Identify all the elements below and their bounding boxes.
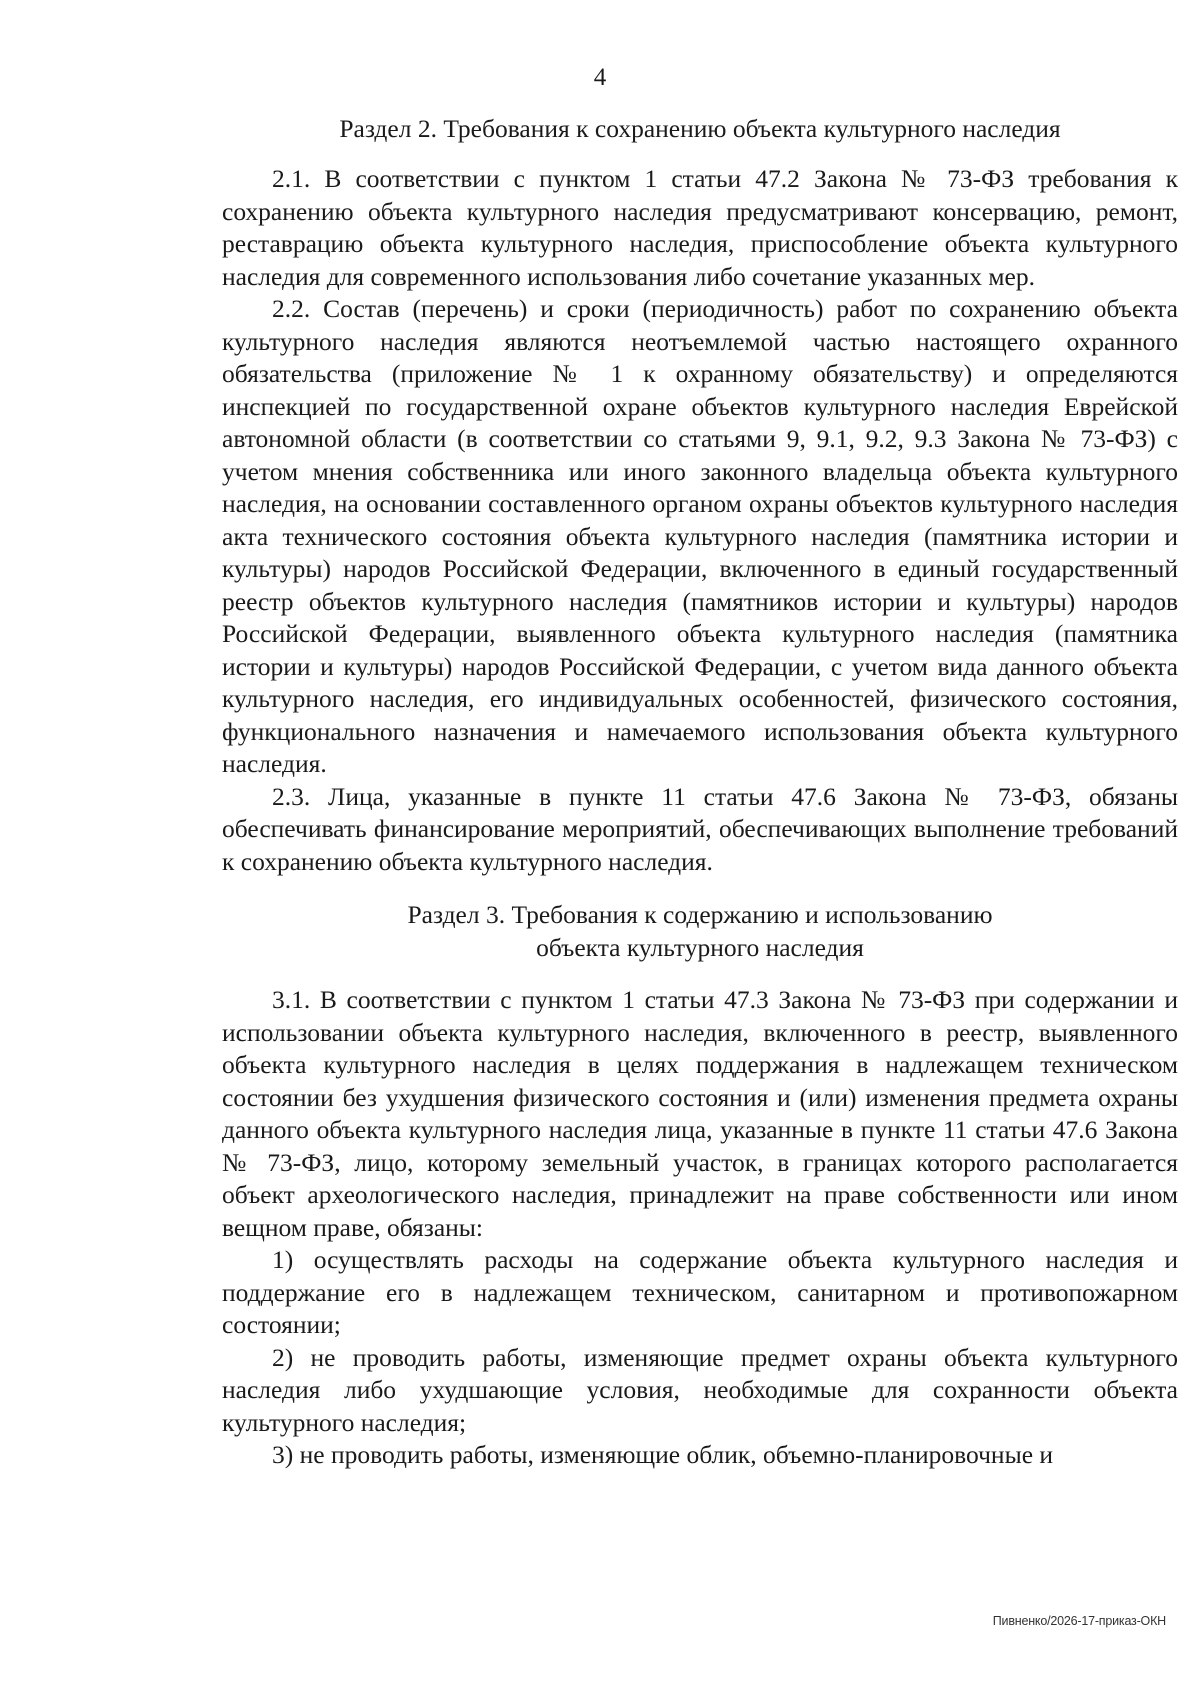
list-item-1: 1) осуществлять расходы на содержание объекта культурного наследия и поддержание его в надлежащем техническом, санитарном и противопожарном состоянии; <box>222 1245 1178 1339</box>
paragraph-2-1: 2.1. В соответствии с пунктом 1 статьи 47.2 Закона № 73-ФЗ требования к сохранению объекта культурного наследия предусматривают консервацию, ремонт, реставрацию объекта культурного наследия, приспособление объекта культурного наследия для современного использования либо сочетание указанных мер. <box>222 164 1178 291</box>
paragraph-2-2: 2.2. Состав (перечень) и сроки (периодичность) работ по сохранению объекта культурного наследия являются неотъемлемой частью настоящего охранного обязательства (приложение № 1 к охранному обязательству) и определяются инспекцией по государственной охране объектов культурного наследия Еврейской автономной области (в соответствии со статьями 9, 9.1, 9.2, 9.3 Закона № 73-ФЗ) с учетом мнения собственника или иного законного владельца объекта культурного наследия, на основании составленного органом охраны объектов культурного наследия акта технического состояния объекта культурного наследия (памятника истории и культуры) народов Российской Федерации, включенного в единый государственный реестр объектов культурного наследия (памятников истории и культуры) народов Российской Федерации, выявленного объекта культурного наследия (памятника истории и культуры) народов Российской Федерации, с учетом вида данного объекта культурного наследия, его индивидуальных особенностей, физического состояния, функционального назначения и намечаемого использования объекта культурного наследия. <box>222 294 1178 778</box>
section-3-heading-line-2: объекта культурного наследия <box>536 933 864 962</box>
paragraph-3-1: 3.1. В соответствии с пунктом 1 статьи 47.3 Закона № 73-ФЗ при содержании и использовании объекта культурного наследия, включенного в реестр, выявленного объекта культурного наследия в целях поддержания в надлежащем техническом состоянии без ухудшения физического состояния и (или) изменения предмета охраны данного объекта культурного наследия лица, указанные в пункте 11 статьи 47.6 Закона № 73-ФЗ, лицо, которому земельный участок, в границах которого располагается объект археологического наследия, принадлежит на праве собственности или ином вещном праве, обязаны: <box>222 985 1178 1242</box>
section-3-heading-line-1: Раздел 3. Требования к содержанию и использованию <box>407 900 993 929</box>
document-code-footer: Пивненко/2026-17-приказ-ОКН <box>992 1614 1166 1628</box>
list-item-2: 2) не проводить работы, изменяющие предмет охраны объекта культурного наследия либо ухудшающие условия, необходимые для сохранности объекта культурного наследия; <box>222 1342 1178 1437</box>
page-number: 4 <box>593 64 607 91</box>
paragraph-2-3: 2.3. Лица, указанные в пункте 11 статьи 47.6 Закона № 73-ФЗ, обязаны обеспечивать финансирование мероприятий, обеспечивающих выполнение требований к сохранению объекта культурного наследия. <box>222 781 1178 876</box>
section-3-heading <box>222 898 1178 964</box>
section-2-heading: Раздел 2. Требования к сохранению объекта культурного наследия <box>339 114 1061 143</box>
document-body <box>222 112 1178 1472</box>
list-item-3: 3) не проводить работы, изменяющие облик, объемно-планировочные и <box>272 1440 1054 1469</box>
